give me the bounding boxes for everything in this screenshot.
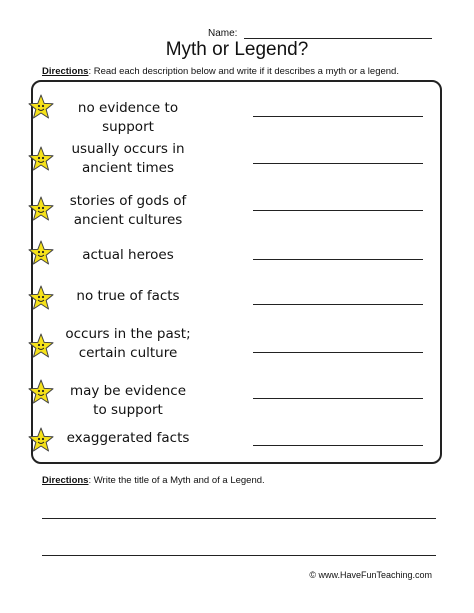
item-8-line1: exaggerated facts [66, 430, 190, 446]
name-label: Name: [208, 28, 238, 39]
item-5-text [53, 287, 203, 306]
item-2-line1: usually occurs in [71, 141, 185, 157]
item-1-line1: no evidence to support [77, 100, 179, 135]
item-2-answer-line[interactable] [253, 163, 423, 164]
copyright-text: © www.HaveFunTeaching.com [309, 570, 432, 580]
item-3-line2: ancient cultures [73, 212, 183, 228]
star-icon [28, 379, 54, 405]
directions-2-label: Directions [42, 475, 89, 486]
item-2-text [53, 140, 203, 178]
directions-1-label: Directions [42, 66, 89, 77]
star-icon [28, 285, 54, 311]
item-3-text [53, 192, 203, 230]
star-icon [28, 94, 54, 120]
item-4-line1: actual heroes [82, 247, 174, 263]
star-icon [28, 196, 54, 222]
item-7-text [53, 382, 203, 420]
item-6-line1: occurs in the past; [65, 326, 191, 342]
item-5-answer-line[interactable] [253, 304, 423, 305]
item-4-answer-line[interactable] [253, 259, 423, 260]
item-1-answer-line[interactable] [253, 116, 423, 117]
item-6-line2: certain culture [78, 345, 178, 361]
item-8-text [53, 429, 203, 448]
item-5-line1: no true of facts [76, 288, 180, 304]
item-3-answer-line[interactable] [253, 210, 423, 211]
myth-title-answer-line[interactable] [42, 518, 436, 519]
page-title: Myth or Legend? [165, 39, 309, 60]
legend-title-answer-line[interactable] [42, 555, 436, 556]
directions-2 [42, 475, 265, 486]
item-6-text [53, 325, 203, 363]
item-8-answer-line[interactable] [253, 445, 423, 446]
item-7-line1: may be evidence [69, 383, 187, 399]
item-7-answer-line[interactable] [253, 398, 423, 399]
directions-1 [42, 66, 399, 77]
item-3-line1: stories of gods of [69, 193, 187, 209]
item-6-answer-line[interactable] [253, 352, 423, 353]
star-icon [28, 146, 54, 172]
star-icon [28, 333, 54, 359]
item-7-line2: to support [93, 402, 163, 418]
directions-1-text: : Read each description below and write if it describes a myth or a legend. [88, 66, 399, 77]
directions-2-text: : Write the title of a Myth and of a Legend. [88, 475, 265, 486]
star-icon [28, 240, 54, 266]
item-1-text [53, 99, 203, 137]
star-icon [28, 427, 54, 453]
item-2-line2: ancient times [82, 160, 174, 176]
item-4-text [53, 246, 203, 265]
